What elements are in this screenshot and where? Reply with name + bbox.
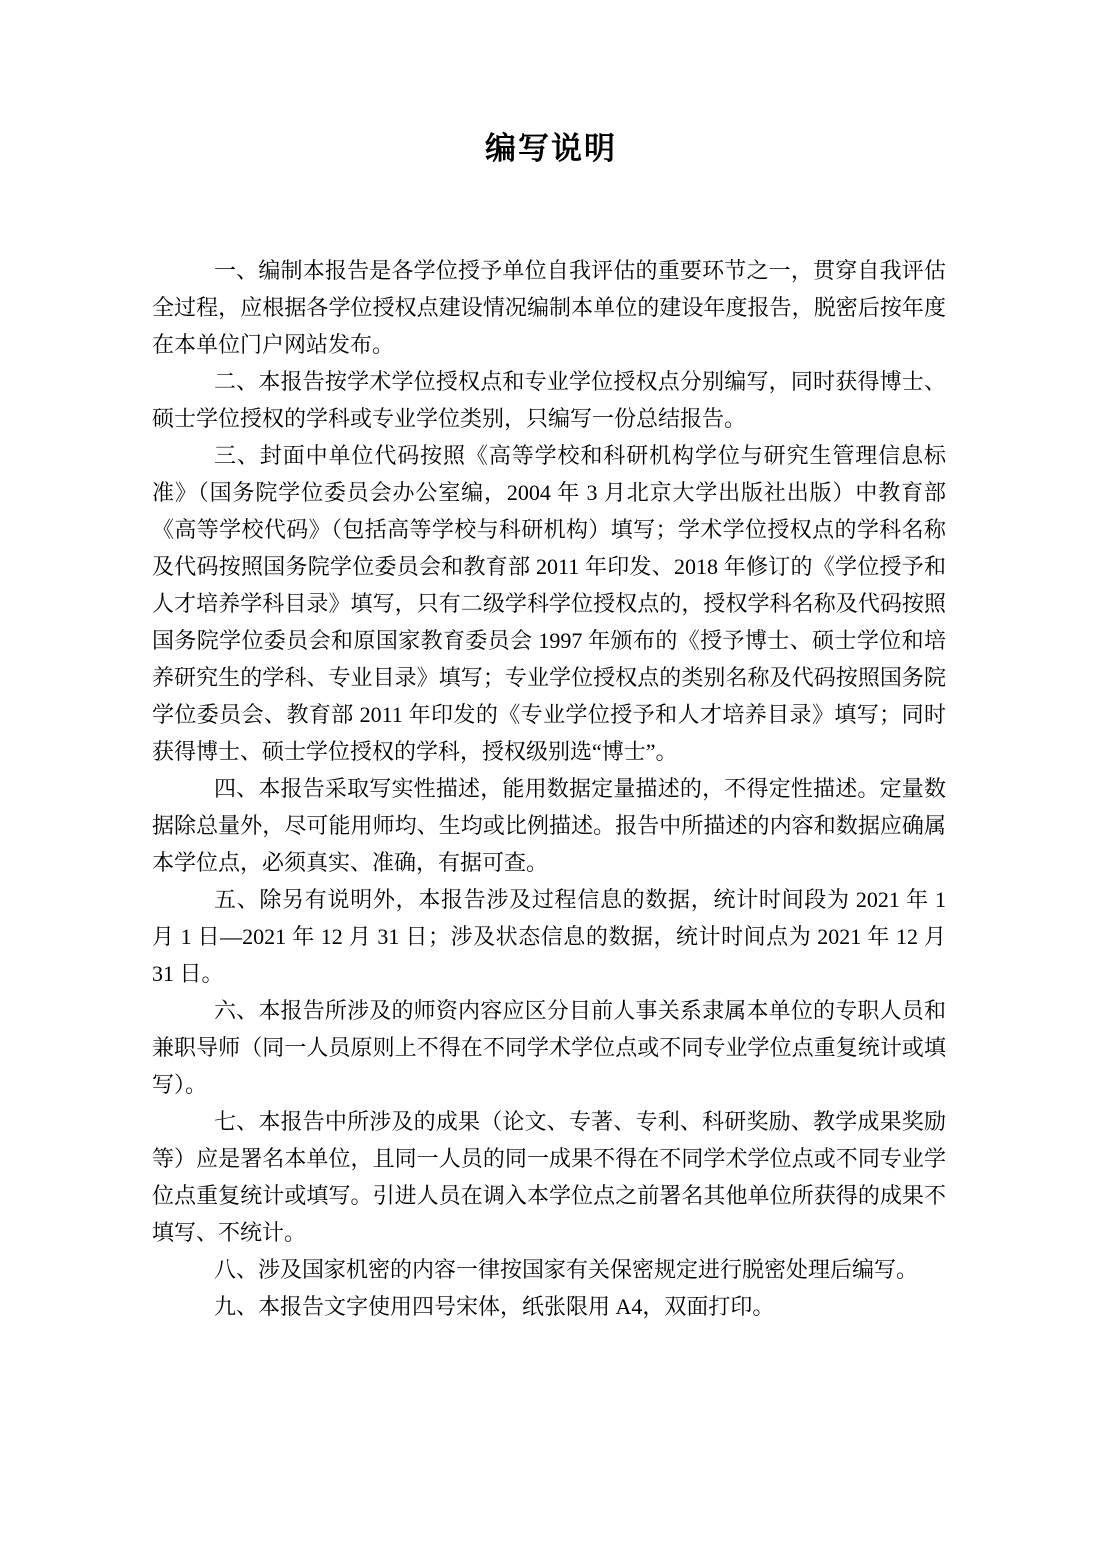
instruction-paragraph-1: 一、编制本报告是各学位授予单位自我评估的重要环节之一，贯穿自我评估全过程，应根据各学位授权点建设情况编制本单位的建设年度报告，脱密后按年度在本单位门户网站发布。 — [152, 258, 946, 357]
instruction-paragraph-5: 五、除另有说明外，本报告涉及过程信息的数据，统计时间段为 2021 年 1 月 1 日—2021 年 12 月 31 日；涉及状态信息的数据，统计时间点为 2021 年 12 月 31 日。 — [152, 887, 946, 986]
page-title: 编写说明 — [485, 131, 617, 166]
instruction-paragraph-4: 四、本报告采取写实性描述，能用数据定量描述的，不得定性描述。定量数据除总量外，尽可能用师均、生均或比例描述。报告中所描述的内容和数据应确属本学位点，必须真实、准确，有据可查。 — [152, 776, 946, 875]
document-body — [152, 252, 946, 1325]
instruction-paragraph-8: 八、涉及国家机密的内容一律按国家有关保密规定进行脱密处理后编写。 — [214, 1257, 919, 1282]
instruction-paragraph-6: 六、本报告所涉及的师资内容应区分目前人事关系隶属本单位的专职人员和兼职导师（同一人员原则上不得在不同学术学位点或不同专业学位点重复统计或填写）。 — [152, 998, 946, 1097]
instruction-paragraph-3: 三、封面中单位代码按照《高等学校和科研机构学位与研究生管理信息标准》（国务院学位委员会办公室编，2004 年 3 月北京大学出版社出版）中教育部《高等学校代码》（包括高等学校与科研机构）填写；学术学位授权点的学科名称及代码按照国务院学位委员会和教育部 2011 年印发、2018 年修订的《学位授予和人才培养学科目录》填写，只有二级学科学位授权点的，授权学科名称及代码按照国务院学位委员会和原国家教育委员会 1997 年颁布的《授予博士、硕士学位和培养研究生的学科、专业目录》填写；专业学位授权点的类别名称及代码按照国务院学位委员会、教育部 2011 年印发的《专业学位授予和人才培养目录》填写；同时获得博士、硕士学位授权的学科，授权级别选“博士”。 — [152, 443, 946, 764]
instruction-paragraph-7: 七、本报告中所涉及的成果（论文、专著、专利、科研奖励、教学成果奖励等）应是署名本单位，且同一人员的同一成果不得在不同学术学位点或不同专业学位点重复统计或填写。引进人员在调入本学位点之前署名其他单位所获得的成果不填写、不统计。 — [152, 1109, 946, 1245]
instruction-paragraph-2: 二、本报告按学术学位授权点和专业学位授权点分别编写，同时获得博士、硕士学位授权的学科或专业学位类别，只编写一份总结报告。 — [152, 369, 946, 431]
instruction-paragraph-9: 九、本报告文字使用四号宋体，纸张限用 A4，双面打印。 — [214, 1294, 775, 1319]
